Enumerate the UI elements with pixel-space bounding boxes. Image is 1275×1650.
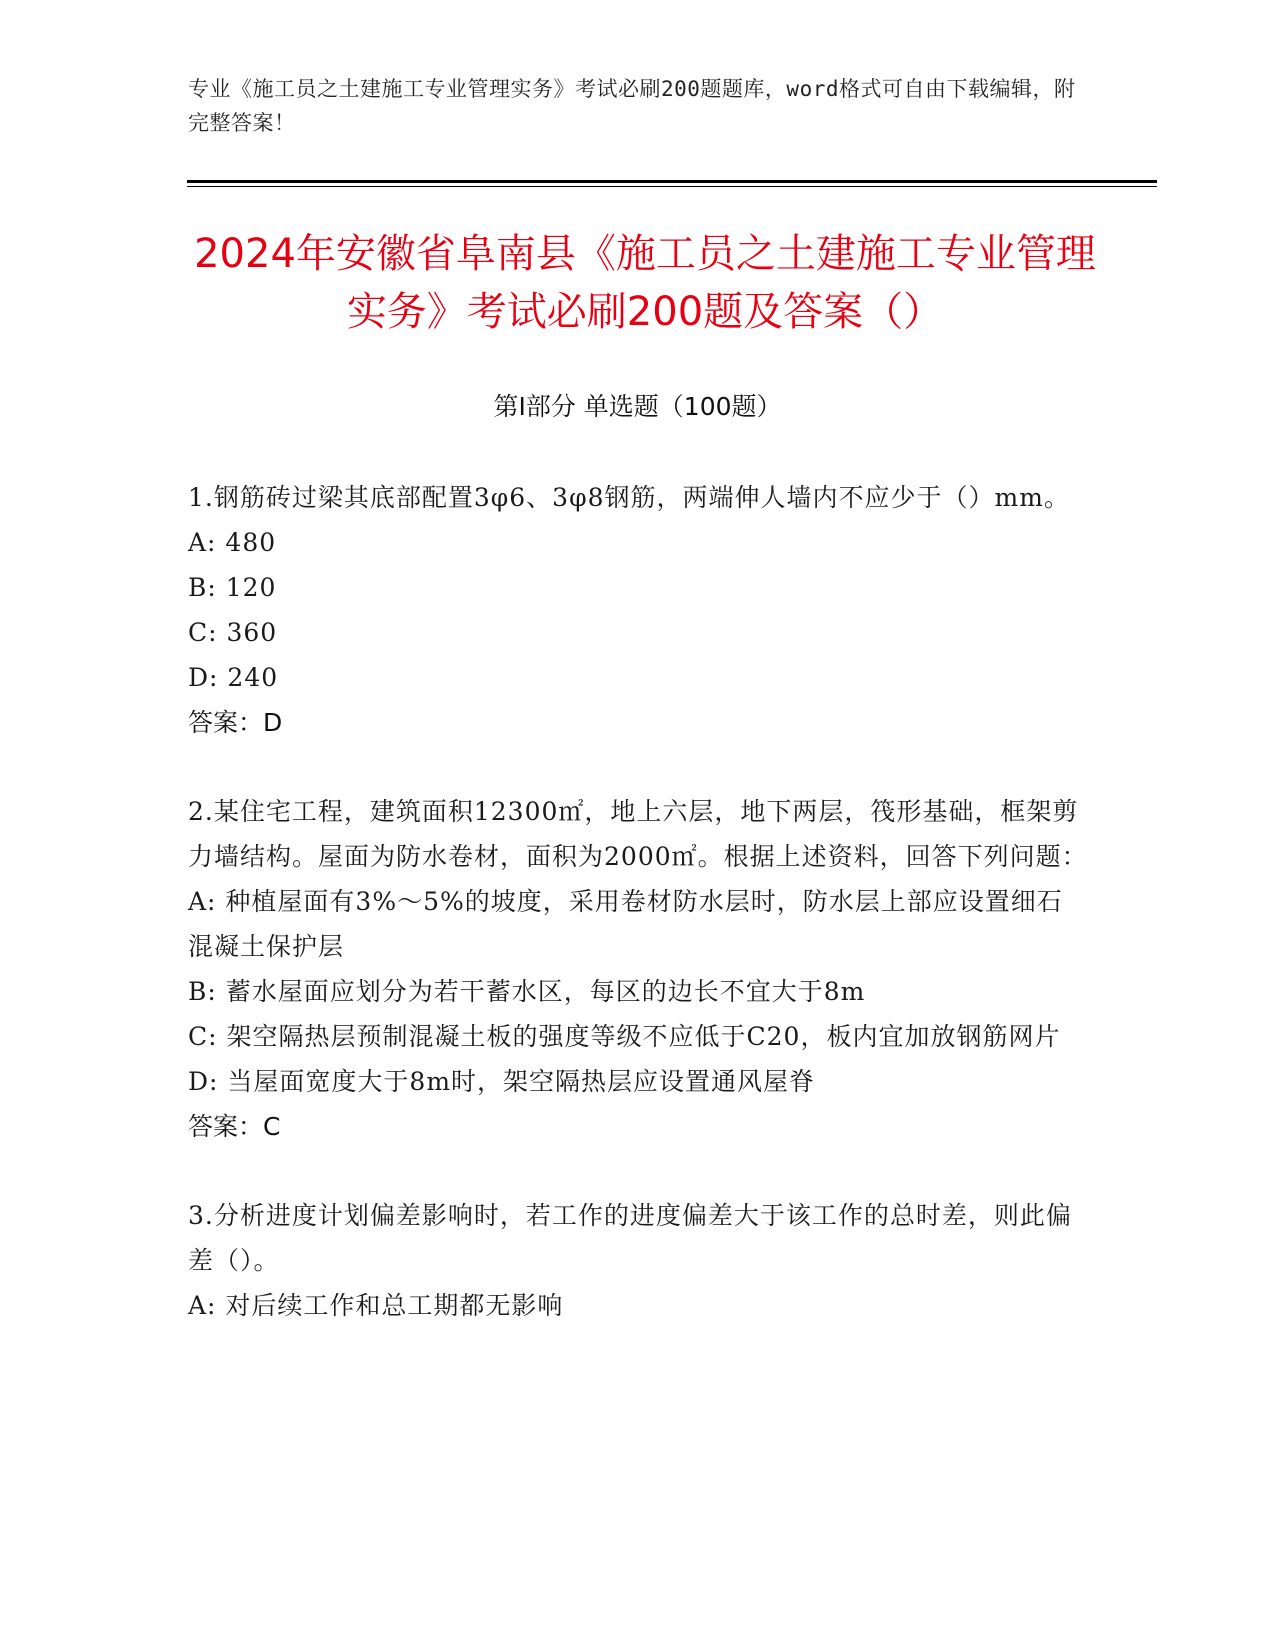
answer: 答案：D xyxy=(188,708,283,737)
document-title: 2024年安徽省阜南县《施工员之土建施工专业管理实务》考试必刷200题及答案（） xyxy=(194,231,1096,335)
option-b: B: 蓄水屋面应划分为若干蓄水区，每区的边长不宜大于8m xyxy=(188,977,866,1006)
question-list xyxy=(188,475,1088,1372)
header-note: 专业《施工员之土建施工专业管理实务》考试必刷200题题库，word格式可自由下载编辑，附完整答案！ xyxy=(188,77,1076,135)
question-3 xyxy=(188,1193,1088,1328)
question-stem: 2.某住宅工程，建筑面积12300㎡，地上六层，地下两层，筏形基础，框架剪力墙结构。屋面为防水卷材，面积为2000㎡。根据上述资料，回答下列问题： xyxy=(188,797,1088,871)
header-rule-thin xyxy=(187,186,1157,187)
option-a: A: 480 xyxy=(188,528,277,557)
answer: 答案：C xyxy=(188,1112,281,1141)
option-a: A: 对后续工作和总工期都无影响 xyxy=(188,1291,564,1320)
option-b: B: 120 xyxy=(188,573,277,602)
header-rule-thick xyxy=(187,180,1157,183)
question-stem: 3.分析进度计划偏差影响时，若工作的进度偏差大于该工作的总时差，则此偏差（）。 xyxy=(188,1201,1072,1275)
option-c: C: 架空隔热层预制混凝土板的强度等级不应低于C20，板内宜加放钢筋网片 xyxy=(188,1022,1061,1051)
question-2 xyxy=(188,789,1088,1149)
option-c: C: 360 xyxy=(188,618,278,647)
option-d: D: 当屋面宽度大于8m时，架空隔热层应设置通风屋脊 xyxy=(188,1067,816,1096)
option-d: D: 240 xyxy=(188,663,279,692)
option-a: A: 种植屋面有3%～5%的坡度，采用卷材防水层时，防水层上部应设置细石混凝土保护层 xyxy=(188,887,1063,961)
question-stem: 1.钢筋砖过梁其底部配置3φ6、3φ8钢筋，两端伸人墙内不应少于（）mm。 xyxy=(188,483,1070,512)
section-heading: 第I部分 单选题（100题） xyxy=(493,392,782,421)
question-1 xyxy=(188,475,1088,745)
